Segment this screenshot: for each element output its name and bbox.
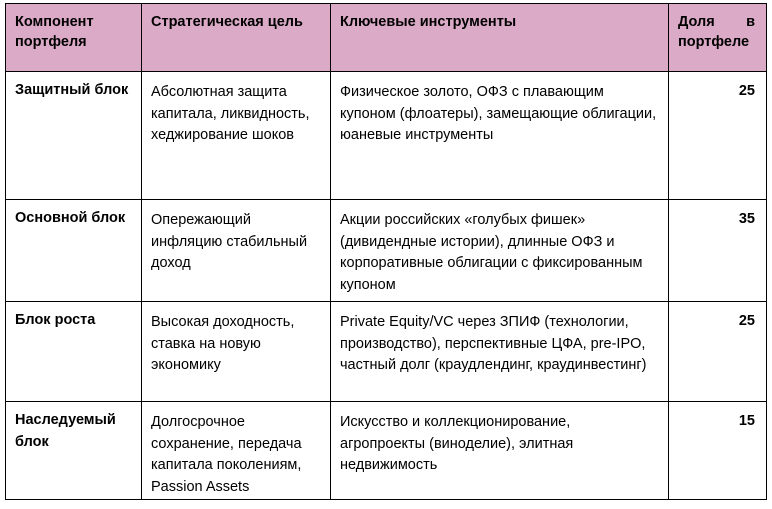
cell-tools (331, 302, 669, 402)
table-row (6, 402, 767, 500)
column-header-share (669, 4, 767, 72)
cell-component (6, 72, 142, 200)
cell-component (6, 200, 142, 302)
cell-share (669, 402, 767, 500)
tools-text: Искусство и коллекционирование, агропроекты (виноделие), элитная недвижимость (340, 414, 574, 473)
column-header-share-line2: портфеле (678, 34, 750, 50)
tools-text: Физическое золото, ОФЗ с плавающим купоном (флоатеры), замещающие облигации, юаневые инструменты (340, 84, 657, 143)
column-header-share-word2: в (746, 14, 755, 30)
goal-text: Высокая доходность, ставка на новую экономику (151, 314, 295, 373)
goal-text: Опережающий инфляцию стабильный доход (151, 212, 308, 271)
cell-goal (142, 200, 331, 302)
share-value: 15 (738, 413, 755, 429)
share-value: 35 (738, 211, 755, 227)
table-body (6, 72, 767, 500)
column-header-share-word1: Доля (678, 14, 715, 30)
portfolio-allocation-table (5, 3, 767, 500)
cell-component (6, 402, 142, 500)
cell-share (669, 72, 767, 200)
cell-goal (142, 402, 331, 500)
cell-tools (331, 402, 669, 500)
component-name: Блок роста (15, 312, 96, 328)
cell-share (669, 302, 767, 402)
column-header-component-line2: портфеля (15, 34, 87, 50)
table-header (6, 4, 767, 72)
column-header-tools-label: Ключевые инструменты (340, 14, 517, 30)
header-row (6, 4, 767, 72)
component-name: Основной блок (15, 210, 126, 226)
column-header-tools (331, 4, 669, 72)
goal-text: Долгосрочное сохранение, передача капитала поколениям, Passion Assets (151, 414, 302, 495)
table-row (6, 302, 767, 402)
goal-text: Абсолютная защита капитала, ликвидность, хеджирование шоков (151, 84, 310, 143)
share-value: 25 (738, 83, 755, 99)
table-row (6, 72, 767, 200)
cell-goal (142, 302, 331, 402)
share-value: 25 (738, 313, 755, 329)
column-header-goal (142, 4, 331, 72)
cell-goal (142, 72, 331, 200)
component-name: Защитный блок (15, 82, 129, 98)
cell-share (669, 200, 767, 302)
tools-text: Private Equity/VC через ЗПИФ (технологии, производство), перспективные ЦФА, pre-IPO, частный долг (краудлендинг, краудинвестинг) (340, 314, 647, 373)
cell-tools (331, 72, 669, 200)
cell-component (6, 302, 142, 402)
component-name: Наследуемый блок (15, 412, 116, 450)
cell-tools (331, 200, 669, 302)
column-header-goal-label: Стратегическая цель (151, 14, 303, 30)
tools-text: Акции российских «голубых фишек» (дивидендные истории), длинные ОФЗ и корпоративные облигации с фиксированным купоном (340, 212, 643, 293)
portfolio-table-container (5, 3, 766, 500)
column-header-component (6, 4, 142, 72)
table-row (6, 200, 767, 302)
column-header-component-line1: Компонент (15, 14, 94, 30)
